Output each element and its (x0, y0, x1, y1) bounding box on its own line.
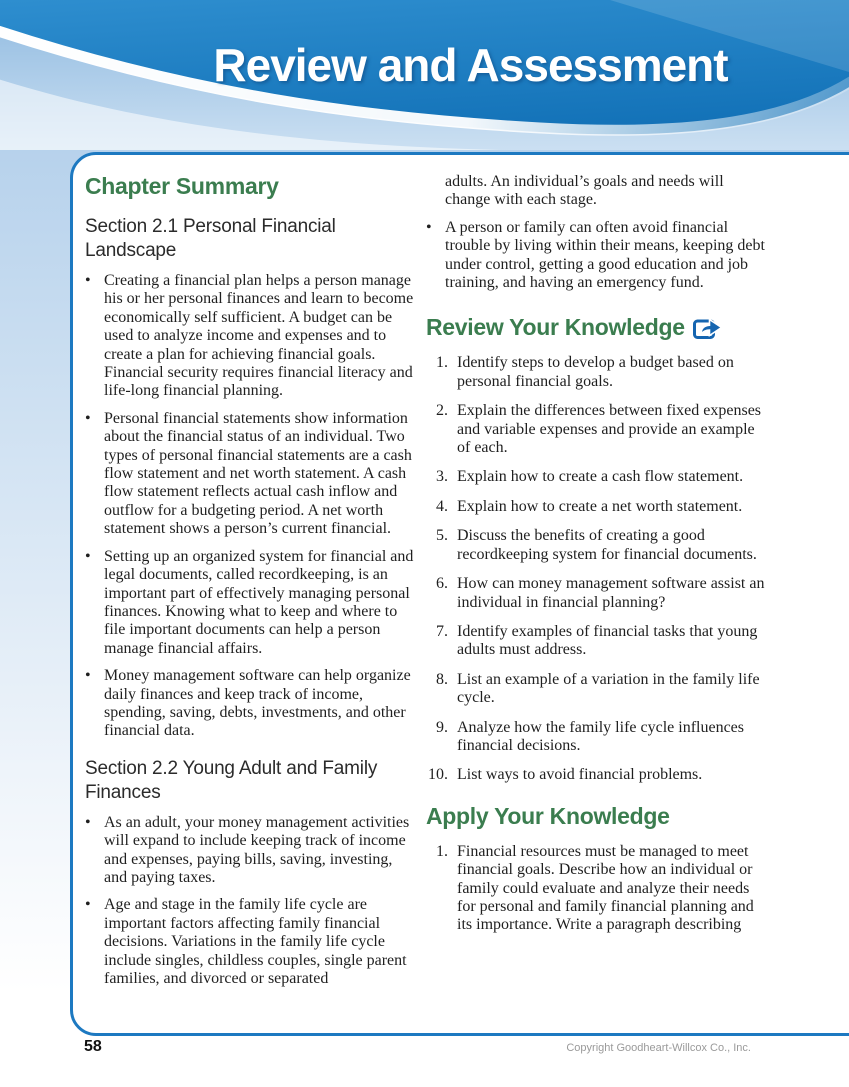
item-text: Explain the differences between fixed expenses and variable expenses and provide an example of each. (457, 402, 762, 457)
bullet-marker (85, 814, 104, 888)
item-number: 9. (436, 718, 448, 736)
bullet-text: Setting up an organized system for financial and legal documents, called recordkeeping, is an important part of effectively managing personal finances. Knowing what to keep and where to file important documents can help a person manage financial affairs. (104, 547, 414, 657)
bullet-item (85, 667, 416, 741)
bullet-marker (85, 410, 104, 539)
numbered-item (426, 354, 768, 391)
section-2-1-heading: Section 2.1 Personal Financial Landscape (85, 216, 336, 261)
numbered-item (426, 671, 768, 708)
numbered-item (426, 843, 768, 935)
left-column (85, 169, 416, 1033)
review-question-list (426, 354, 768, 784)
section-2-2-bullet-list (85, 814, 416, 989)
bullet-text: Age and stage in the family life cycle are important factors affecting family financial decisions. Variations in the family life cycle include singles, childless couples, single parent families, and divorced or separated (104, 896, 407, 987)
continuation-text: adults. An individual’s goals and needs will change with each stage. (445, 173, 724, 209)
item-number: 7. (436, 622, 448, 640)
section-2-2-heading: Section 2.2 Young Adult and Family Finances (85, 757, 378, 803)
bullet-marker (85, 548, 104, 658)
apply-question-list (426, 843, 768, 935)
chapter-summary-heading: Chapter Summary (85, 173, 279, 199)
bullet-text: Personal financial statements show information about the financial status of an individual. Two types of personal financial statements are a cash flow statement and net worth statement. A cash flow statement reflects actual cash inflow and outflow for a budgeting period. A net worth statement shows a person’s current financial. (104, 409, 412, 538)
item-number: 10. (428, 766, 448, 784)
bullet-marker (426, 219, 445, 293)
bullet-text: A person or family can often avoid financial trouble by living within their means, keeping debt under control, getting a good education and job training, and having an emergency fund. (445, 218, 765, 292)
item-number: 1. (436, 354, 448, 372)
numbered-item (426, 402, 768, 457)
chapter-review-banner (0, 0, 849, 152)
numbered-item (426, 498, 768, 516)
bullet-text: Money management software can help organize daily finances and keep track of income, spending, saving, debts, investments, and other financial data. (104, 667, 411, 740)
item-number: 8. (436, 670, 448, 688)
review-content-panel (70, 152, 849, 1036)
review-heading-label: Review Your Knowledge (426, 314, 685, 341)
apply-your-knowledge-heading: Apply Your Knowledge (426, 802, 670, 829)
bullet-text: As an adult, your money management activities will expand to include keeping track of income and expenses, paying bills, saving, investing, and paying taxes. (104, 813, 410, 886)
bullet-marker (85, 272, 104, 401)
bullet-item (85, 272, 416, 401)
item-text: List ways to avoid financial problems. (457, 766, 703, 784)
item-number: 2. (436, 402, 448, 420)
bullet-item (85, 896, 416, 988)
item-text: How can money management software assist an individual in financial planning? (457, 575, 765, 611)
numbered-item (426, 575, 768, 612)
item-text: Analyze how the family life cycle influences financial decisions. (457, 718, 744, 754)
external-link-arrow-icon (693, 315, 724, 340)
numbered-item (426, 766, 768, 784)
numbered-item (426, 623, 768, 660)
item-text: Identify steps to develop a budget based on personal financial goals. (457, 354, 734, 390)
item-text: Explain how to create a cash flow statement. (457, 468, 744, 486)
copyright-notice: Copyright Goodheart-Willcox Co., Inc. (566, 1042, 751, 1054)
item-number: 4. (436, 497, 448, 515)
item-text: Financial resources must be managed to meet financial goals. Describe how an individual or family could evaluate and analyze their needs for personal and family financial planning and its importance. Write a paragraph describing (457, 842, 754, 934)
bullet-item (85, 548, 416, 658)
page-footer (0, 1038, 849, 1068)
continuation-bullet-list (426, 219, 768, 293)
banner-title: Review and Assessment (213, 39, 728, 91)
bullet-marker (85, 667, 104, 741)
item-text: Discuss the benefits of creating a good recordkeeping system for financial documents. (457, 527, 757, 563)
numbered-item (426, 527, 768, 564)
bullet-item (426, 219, 768, 293)
item-number: 1. (436, 842, 448, 860)
item-text: Identify examples of financial tasks that young adults must address. (457, 622, 758, 659)
bullet-text: Creating a financial plan helps a person manage his or her personal finances and learn to become economically self sufficient. A budget can be used to analyze income and expenses and to create a plan for achieving financial goals. Financial security requires financial literacy and life-long financial planning. (104, 272, 414, 400)
review-your-knowledge-heading (426, 314, 768, 340)
bullet-item (85, 410, 416, 539)
item-text: List an example of a variation in the family life cycle. (457, 670, 760, 707)
item-number: 3. (436, 468, 448, 486)
item-number: 6. (436, 575, 448, 593)
bullet-marker (85, 896, 104, 988)
item-text: Explain how to create a net worth statement. (457, 497, 743, 515)
item-number: 5. (436, 527, 448, 545)
right-column (416, 169, 768, 1033)
section-2-1-bullet-list (85, 272, 416, 741)
bullet-item (85, 814, 416, 888)
numbered-item (426, 719, 768, 756)
numbered-item (426, 468, 768, 486)
page-number: 58 (84, 1038, 102, 1055)
